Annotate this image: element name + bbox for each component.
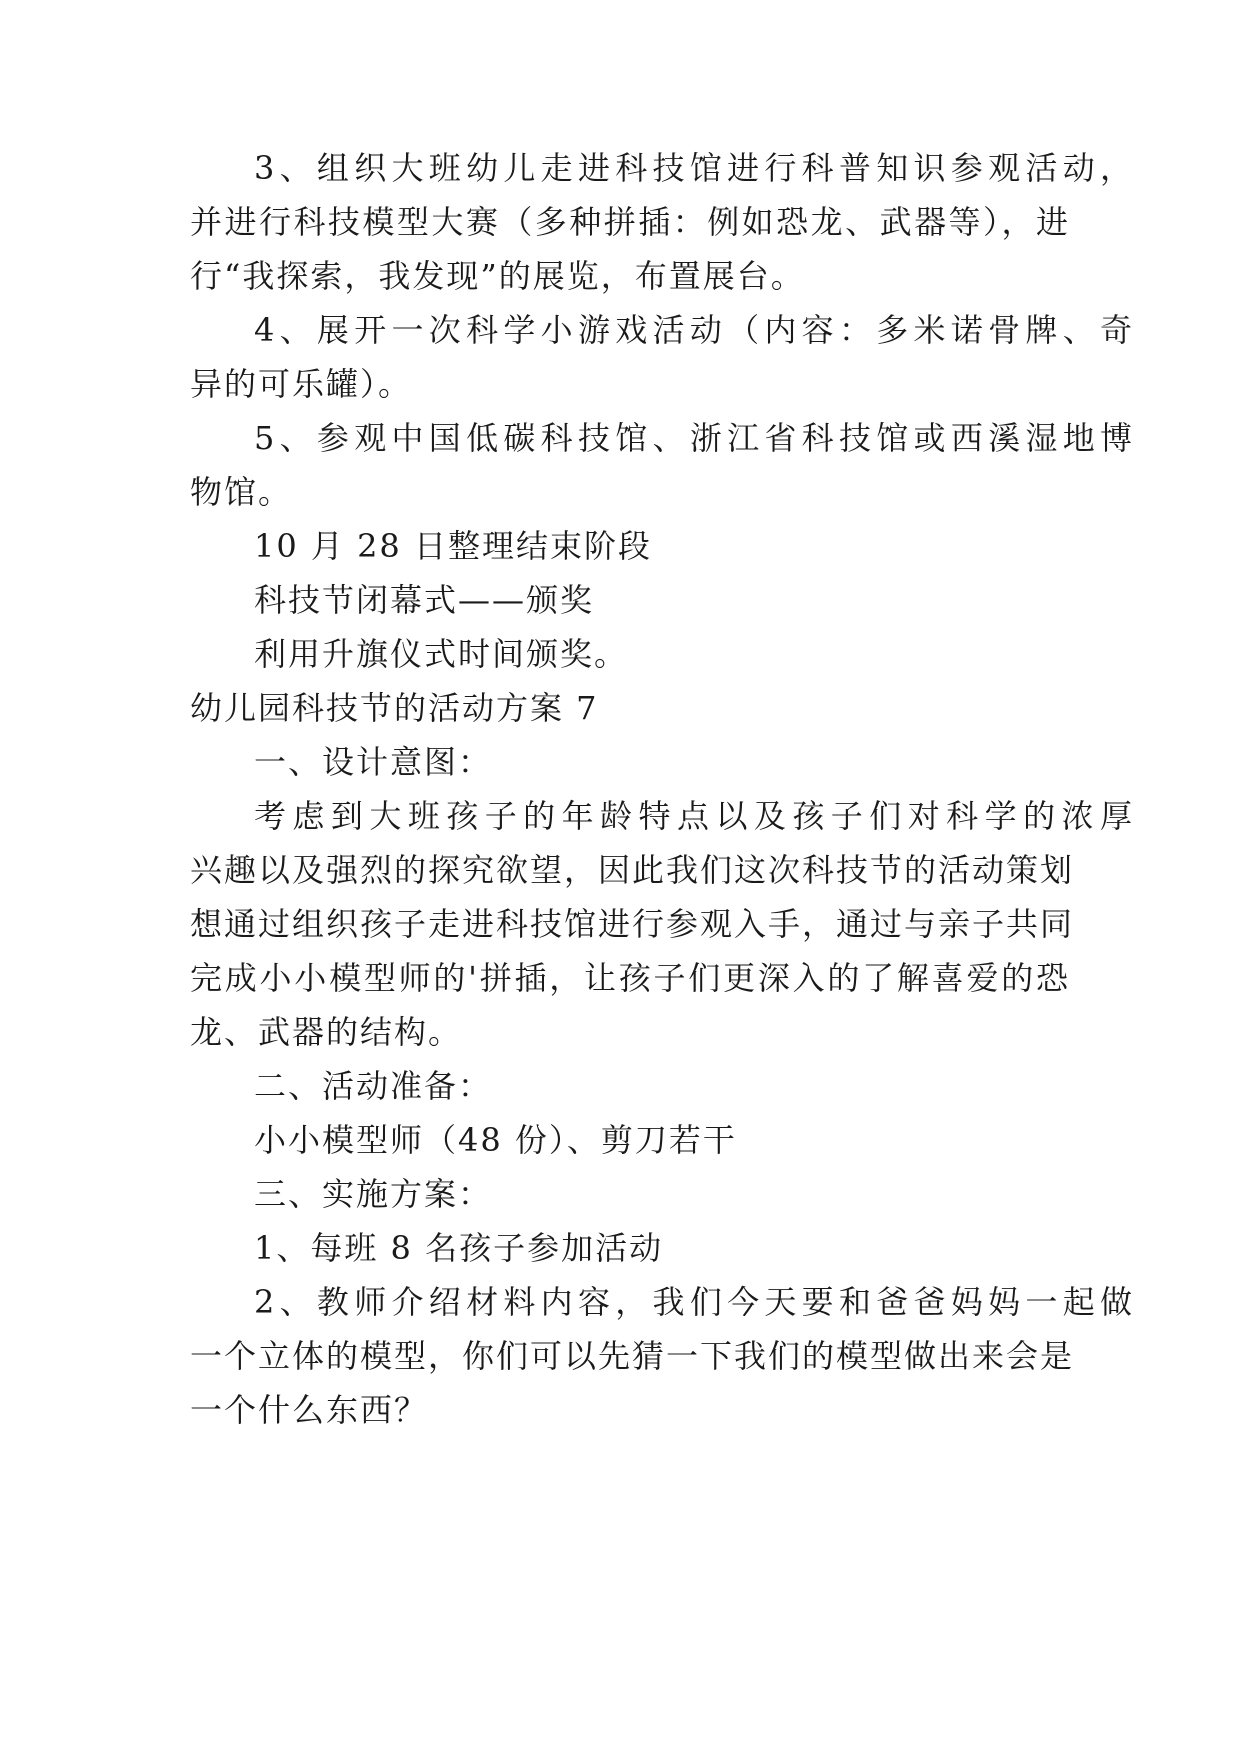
paragraph-line: 并进行科技模型大赛（多种拼插：例如恐龙、武器等），进	[190, 203, 1070, 241]
paragraph-line: 想通过组织孩子走进科技馆进行参观入手，通过与亲子共同	[190, 905, 1075, 943]
paragraph-line: 一个立体的模型，你们可以先猜一下我们的模型做出来会是	[190, 1337, 1075, 1375]
paragraph-line: 行“我探索，我发现”的展览，布置展台。	[190, 257, 805, 295]
section-heading: 二、活动准备：	[254, 1067, 493, 1105]
section-heading: 10 月 28 日整理结束阶段	[254, 527, 652, 565]
section-heading: 一、设计意图：	[254, 743, 493, 781]
paragraph-line: 考虑到大班孩子的年龄特点以及孩子们对科学的浓厚	[254, 797, 1134, 835]
paragraph-line: 3、组织大班幼儿走进科技馆进行科普知识参观活动，	[254, 149, 1134, 187]
paragraph-line: 1、每班 8 名孩子参加活动	[254, 1229, 664, 1267]
paragraph-line: 异的可乐罐）。	[190, 365, 413, 403]
paragraph-line: 小小模型师（48 份）、剪刀若干	[254, 1121, 737, 1159]
section-heading: 三、实施方案：	[254, 1175, 493, 1213]
paragraph-line: 龙、武器的结构。	[190, 1013, 463, 1051]
paragraph-line: 5、参观中国低碳科技馆、浙江省科技馆或西溪湿地博	[254, 419, 1134, 457]
paragraph-line: 兴趣以及强烈的探究欲望，因此我们这次科技节的活动策划	[190, 851, 1075, 889]
paragraph-line: 4、展开一次科学小游戏活动（内容：多米诺骨牌、奇	[254, 311, 1134, 349]
paragraph-line: 物馆。	[190, 473, 293, 511]
paragraph-line: 利用升旗仪式时间颁奖。	[254, 635, 629, 673]
document-title: 幼儿园科技节的活动方案 7	[190, 689, 599, 727]
paragraph-line: 2、教师介绍材料内容，我们今天要和爸爸妈妈一起做	[254, 1283, 1134, 1321]
paragraph-line: 一个什么东西？	[190, 1391, 429, 1429]
paragraph-line: 完成小小模型师的'拼插，让孩子们更深入的了解喜爱的恐	[190, 959, 1070, 997]
paragraph-line: 科技节闭幕式——颁奖	[254, 581, 595, 619]
